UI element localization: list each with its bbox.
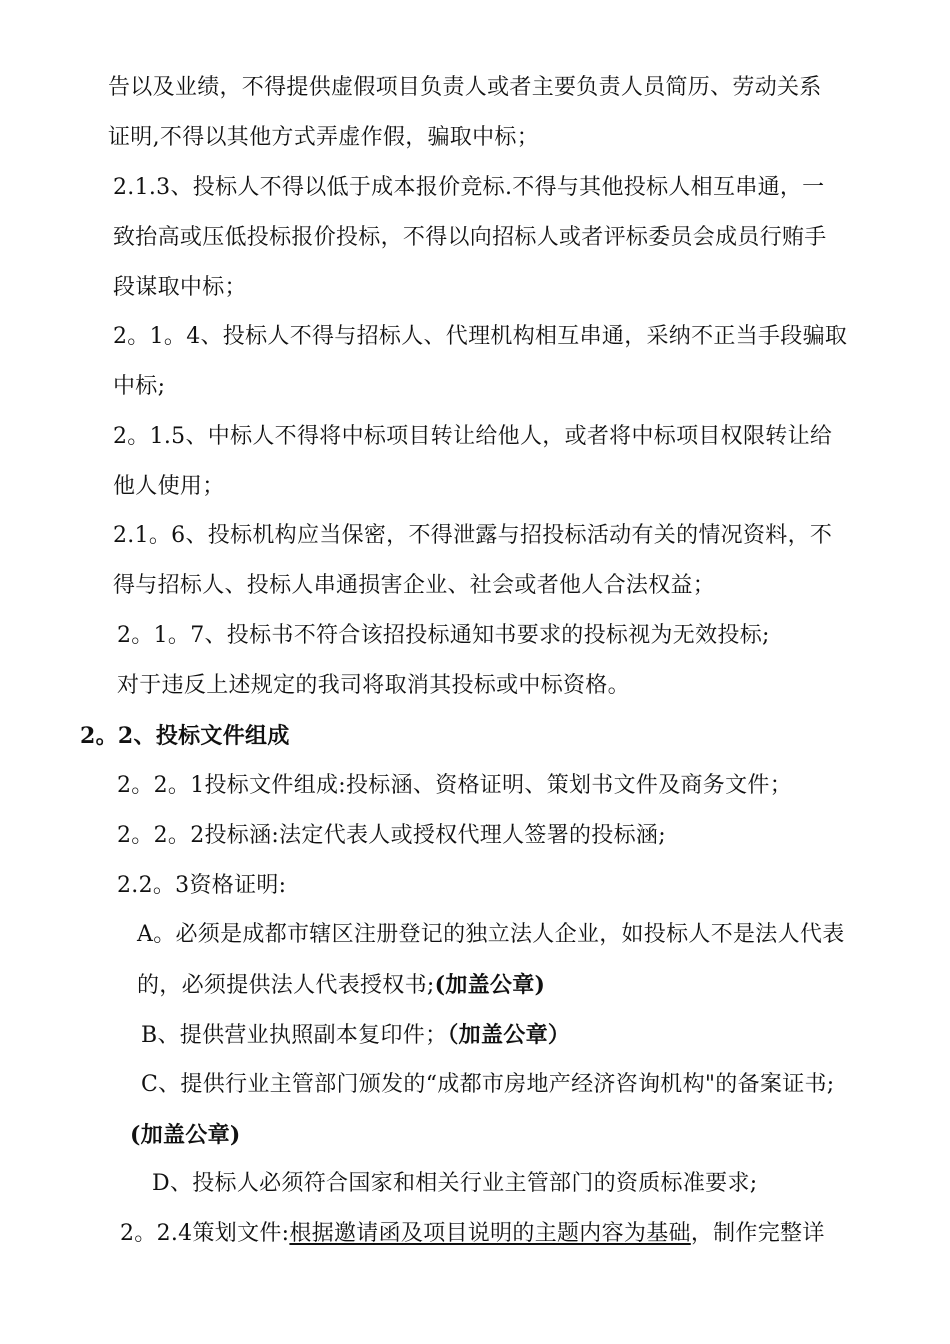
paragraph-line: 他人使用； — [113, 474, 225, 499]
item-2-2-2: 2。2。2投标涵:法定代表人或授权代理人签署的投标涵; — [117, 823, 666, 848]
paragraph-line: 证明,不得以其他方式弄虚作假，骗取中标； — [108, 125, 539, 150]
qualification-d-line: D、投标人必须符合国家和相关行业主管部门的资质标准要求; — [152, 1171, 758, 1196]
item-2-2-1: 2。2。1投标文件组成:投标涵、资格证明、策划书文件及商务文件； — [117, 773, 793, 798]
qualification-b-line — [141, 1020, 570, 1051]
seal-note: (加盖公章) — [130, 1122, 241, 1148]
paragraph-line: 对于违反上述规定的我司将取消其投标或中标资格。 — [117, 673, 630, 698]
qualification-a-line — [137, 970, 545, 1001]
section-heading: 2。2、投标文件组成 — [80, 723, 290, 749]
seal-note: (加盖公章) — [434, 972, 546, 998]
paragraph-line: 告以及业绩，不得提供虚假项目负责人或者主要负责人员简历、劳动关系 — [108, 75, 822, 100]
qualification-a-text: 的，必须提供法人代表授权书; — [137, 973, 435, 998]
clause-2-1-5-line: 2。1.5、中标人不得将中标项目转让给他人，或者将中标项目权限转让给 — [113, 424, 833, 449]
item-2-2-4-prefix: 2。2.4策划文件: — [120, 1221, 290, 1246]
item-2-2-4-suffix: ，制作完整详 — [690, 1221, 825, 1246]
qualification-b-text: B、提供营业执照副本复印件； — [141, 1023, 448, 1048]
clause-2-1-7-line: 2。1。7、投标书不符合该招投标通知书要求的投标视为无效投标; — [117, 623, 770, 648]
clause-2-1-3-line: 2.1.3、投标人不得以低于成本报价竞标.不得与其他投标人相互串通，一 — [113, 175, 825, 200]
clause-2-1-4-line: 2。1。4、投标人不得与招标人、代理机构相互串通，采纳不正当手段骗取 — [113, 324, 848, 349]
paragraph-line: 致抬高或压低投标报价投标，不得以向招标人或者评标委员会成员行贿手 — [113, 225, 827, 250]
qualification-c-line: C、提供行业主管部门颁发的“成都市房地产经济咨询机构"的备案证书; — [141, 1072, 835, 1097]
clause-2-1-6-line: 2.1。6、投标机构应当保密，不得泄露与招投标活动有关的情况资料，不 — [113, 523, 833, 548]
item-2-2-3: 2.2。3资格证明: — [117, 873, 287, 898]
qualification-a-line: A。必须是成都市辖区注册登记的独立法人企业，如投标人不是法人代表 — [137, 922, 845, 947]
paragraph-line: 中标; — [113, 374, 166, 399]
seal-note: （加盖公章） — [447, 1022, 571, 1048]
paragraph-line: 段谋取中标； — [113, 275, 247, 300]
item-2-2-4-line — [120, 1219, 825, 1249]
underlined-text: 根据邀请函及项目说明的主题内容为基础 — [289, 1221, 691, 1246]
paragraph-line: 得与招标人、投标人串通损害企业、社会或者他人合法权益； — [113, 573, 716, 598]
